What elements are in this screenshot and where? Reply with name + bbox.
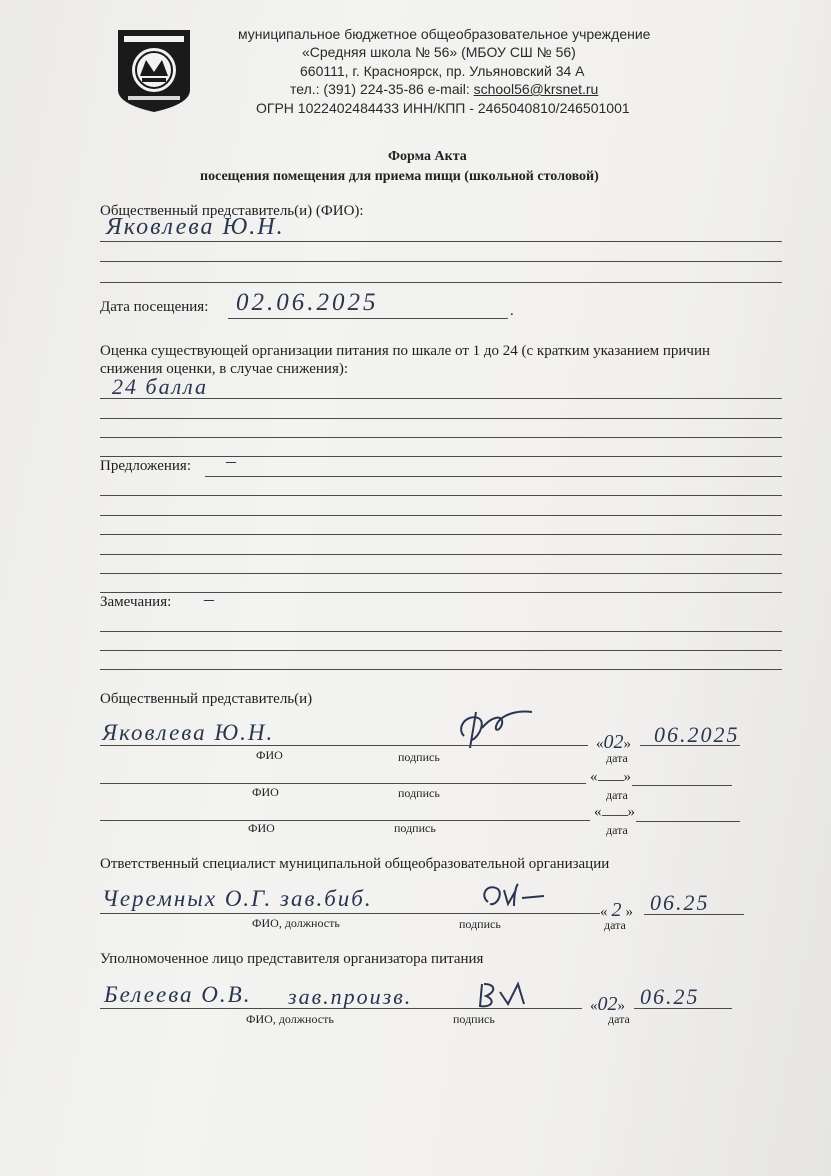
org-address-line: 660111, г. Красноярск, пр. Ульяновский 34 А	[300, 63, 585, 79]
caption-fio: ФИО	[256, 748, 283, 762]
proposals-handwritten-value: –	[226, 450, 236, 472]
fill-line	[100, 398, 782, 399]
fill-line	[100, 650, 782, 651]
organizer-title: Уполномоченное лицо представителя организатора питания	[100, 951, 484, 967]
date-quote-open: «	[590, 769, 598, 785]
organizer-handwritten-fio: Белеева О.В.	[104, 982, 252, 1007]
proposals-label: Предложения:	[100, 458, 191, 474]
rating-label-line2: снижения оценки, в случае снижения):	[100, 361, 349, 377]
fill-line	[100, 261, 782, 262]
representative-signatures-title: Общественный представитель(и)	[100, 691, 313, 707]
rating-label-line1: Оценка существующей организации питания по шкале от 1 до 24 (с кратким указанием причин	[100, 343, 711, 359]
org-registration-line: ОГРН 1022402484433 ИНН/КПП - 2465040810/246501001	[256, 100, 630, 116]
org-name-line: «Средняя школа № 56» (МБОУ СШ № 56)	[302, 44, 576, 60]
date-quote-close: »	[623, 769, 631, 785]
fill-line	[100, 241, 782, 242]
specialist-handwritten-signature	[478, 880, 548, 914]
signature-row-1-date-line	[640, 745, 740, 746]
date-day-handwritten: 02	[597, 993, 618, 1015]
organizer-date-line	[634, 1008, 732, 1009]
remarks-label: Замечания:	[100, 594, 172, 610]
signature-row-1-fio: Яковлева Ю.Н.	[102, 720, 275, 745]
fill-line	[100, 418, 782, 419]
signature-row-2-date-line	[632, 785, 732, 786]
date-quote-close: »	[627, 804, 635, 820]
signature-row-3-line	[100, 820, 590, 821]
caption-date: дата	[606, 823, 628, 837]
school-emblem-logo	[116, 28, 192, 114]
visit-date-label: Дата посещения:	[100, 299, 209, 315]
specialist-signature-line	[100, 913, 600, 914]
date-day-handwritten: 2	[611, 899, 622, 921]
caption-date: дата	[604, 918, 626, 932]
visit-date-trailing-dot: .	[510, 303, 514, 319]
signature-row-1-date-rest: 06.2025	[654, 722, 740, 747]
fill-line	[100, 456, 782, 457]
date-day-blank	[602, 815, 628, 816]
organizer-date-rest: 06.25	[640, 984, 700, 1009]
fill-line	[100, 631, 782, 632]
specialist-title: Ответственный специалист муниципальной общеобразовательной организации	[100, 856, 610, 872]
organizer-handwritten-position: зав.произв.	[288, 984, 413, 1009]
caption-fio-position: ФИО, должность	[252, 916, 340, 930]
caption-signature: подпись	[394, 821, 436, 835]
caption-date: дата	[608, 1012, 630, 1026]
caption-date: дата	[606, 788, 628, 802]
organizer-handwritten-signature	[474, 978, 530, 1012]
fill-line	[100, 437, 782, 438]
signature-row-3-date-line	[636, 821, 740, 822]
signature-row-3-date	[594, 804, 635, 821]
fill-line	[100, 592, 782, 593]
caption-fio-position: ФИО, должность	[246, 1012, 334, 1026]
specialist-handwritten-fio: Черемных О.Г. зав.биб.	[102, 886, 373, 911]
date-quote-close: »	[625, 904, 633, 920]
date-day-blank	[598, 780, 624, 781]
form-title: Форма Акта	[388, 149, 467, 164]
org-phone: тел.: (391) 224-35-86 e-mail:	[290, 81, 474, 97]
date-quote-open: «	[600, 904, 608, 920]
visit-date-handwritten-value: 02.06.2025	[236, 289, 379, 316]
caption-signature: подпись	[398, 750, 440, 764]
caption-fio: ФИО	[252, 785, 279, 799]
caption-fio: ФИО	[248, 821, 275, 835]
fill-line	[100, 534, 782, 535]
signature-row-2-date	[590, 769, 631, 786]
specialist-date-line	[644, 914, 744, 915]
date-quote-open: «	[590, 998, 598, 1014]
fill-line	[100, 554, 782, 555]
representative-handwritten-value: Яковлева Ю.Н.	[106, 214, 285, 240]
org-type-line: муниципальное бюджетное общеобразовательное учреждение	[238, 26, 651, 42]
caption-date: дата	[606, 751, 628, 765]
representative-label: Общественный представитель(и) (ФИО):	[100, 203, 364, 219]
remarks-handwritten-value: –	[204, 588, 214, 610]
signature-row-2-line	[100, 783, 586, 784]
fill-line	[100, 495, 782, 496]
date-quote-open: «	[594, 804, 602, 820]
org-contacts-line	[290, 81, 598, 97]
form-subtitle: посещения помещения для приема пищи (школьной столовой)	[200, 169, 599, 184]
fill-line	[100, 573, 782, 574]
organizer-signature-line	[100, 1008, 582, 1009]
date-day-handwritten: 02	[603, 731, 624, 753]
signature-row-1-line	[100, 745, 588, 746]
fill-line	[100, 282, 782, 283]
rating-handwritten-value: 24 балла	[112, 374, 209, 399]
caption-signature: подпись	[459, 917, 501, 931]
date-quote-open: «	[596, 736, 604, 752]
fill-line	[100, 669, 782, 670]
fill-line	[205, 476, 782, 477]
caption-signature: подпись	[398, 786, 440, 800]
date-quote-close: »	[623, 736, 631, 752]
fill-line	[100, 515, 782, 516]
caption-signature: подпись	[453, 1012, 495, 1026]
org-email-link[interactable]: school56@krsnet.ru	[473, 81, 599, 97]
date-quote-close: »	[617, 998, 625, 1014]
fill-line	[228, 318, 508, 319]
specialist-date-rest: 06.25	[650, 890, 710, 915]
